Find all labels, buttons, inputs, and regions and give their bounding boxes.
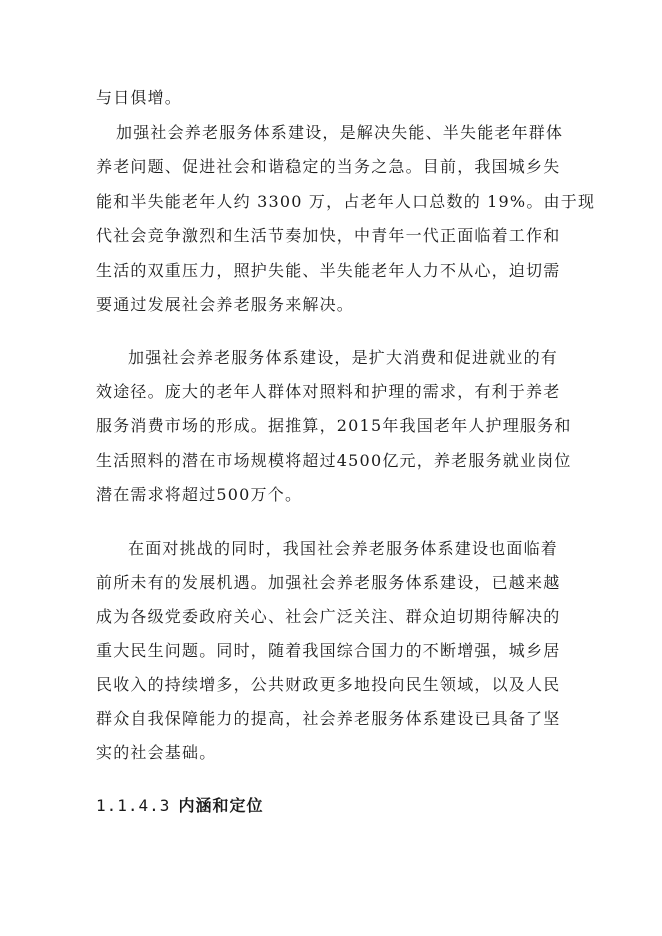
- section-title: 内涵和定位: [178, 796, 264, 815]
- paragraph-line: 加强社会养老服务体系建设，是解决失能、半失能老年群体: [116, 123, 564, 142]
- paragraph-line: 成为各级党委政府关心、社会广泛关注、群众迫切期待解决的: [96, 607, 561, 626]
- paragraph-line: 生活照料的潜在市场规模将超过4500亿元，养老服务就业岗位: [96, 451, 572, 470]
- paragraph-line: 代社会竞争激烈和生活节奏加快，中青年一代正面临着工作和: [96, 226, 561, 245]
- paragraph-line: 加强社会养老服务体系建设，是扩大消费和促进就业的有: [128, 348, 559, 367]
- paragraph-line: 养老问题、促进社会和谐稳定的当务之急。目前，我国城乡失: [96, 157, 561, 176]
- paragraph-line: 效途径。庞大的老年人群体对照料和护理的需求，有利于养老: [96, 382, 561, 401]
- paragraph-line: 要通过发展社会养老服务来解决。: [96, 295, 355, 314]
- paragraph-line: 民收入的持续增多，公共财政更多地投向民生领域，以及人民: [96, 675, 561, 694]
- section-heading: [96, 796, 263, 816]
- paragraph-line: 群众自我保障能力的提高，社会养老服务体系建设已具备了坚: [96, 709, 561, 728]
- paragraph-line: 与日俱增。: [96, 88, 183, 107]
- paragraph-line: 实的社会基础。: [96, 743, 217, 762]
- section-number: 1.1.4.3: [96, 796, 171, 815]
- paragraph-line: 潜在需求将超过500万个。: [96, 485, 303, 504]
- paragraph-line: 生活的双重压力，照护失能、半失能老年人力不从心，迫切需: [96, 261, 561, 280]
- paragraph-line: 前所未有的发展机遇。加强社会养老服务体系建设，已越来越: [96, 573, 561, 592]
- paragraph-line: 在面对挑战的同时，我国社会养老服务体系建设也面临着: [128, 539, 559, 558]
- paragraph-line: 能和半失能老年人约 3300 万，占老年人口总数的 19%。由于现: [96, 192, 596, 211]
- paragraph-line: 重大民生问题。同时，随着我国综合国力的不断增强，城乡居: [96, 641, 561, 660]
- paragraph-line: 服务消费市场的形成。据推算，2015年我国老年人护理服务和: [96, 416, 572, 435]
